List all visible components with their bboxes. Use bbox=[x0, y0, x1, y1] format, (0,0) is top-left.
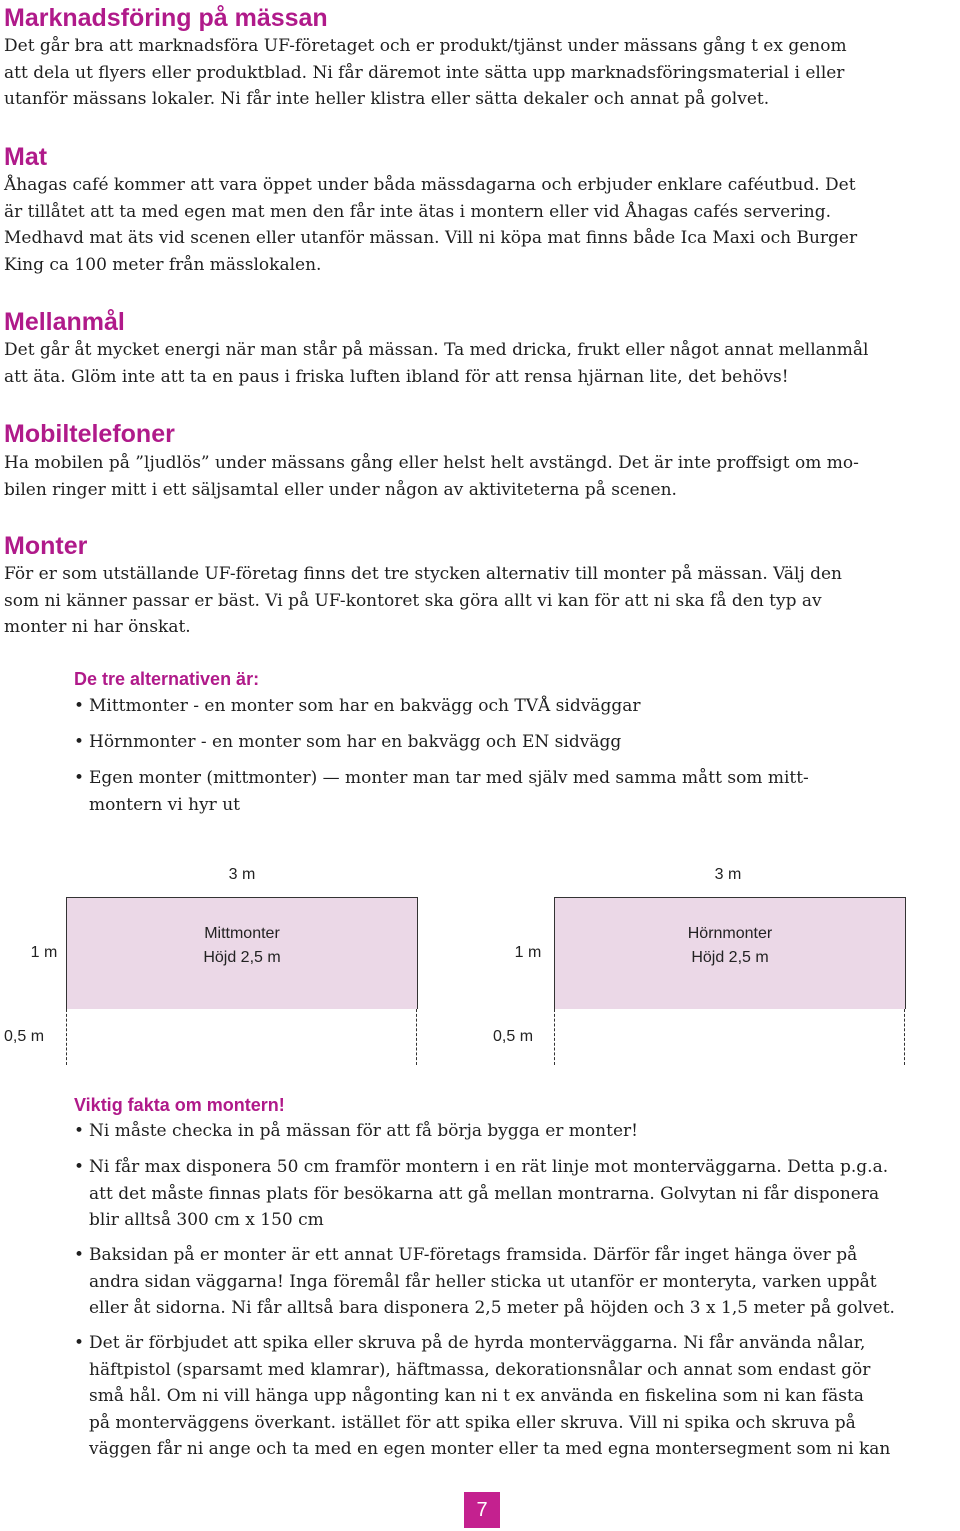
list-item-text: Det är förbjudet att spika eller skruva på de hyrda monterväggarna. Ni får använda nålar, bbox=[89, 1333, 866, 1353]
booth-hornmonter bbox=[554, 897, 906, 1009]
list-item bbox=[74, 765, 809, 818]
paragraph-mobiltelefoner bbox=[4, 450, 960, 503]
booth-left-front-right-line bbox=[416, 1009, 417, 1065]
text-line: Åhagas café kommer att vara öppet under båda mässdagarna och erbjuder enklare caféutbud. Det bbox=[4, 175, 856, 195]
text-line: som ni känner passar er bäst. Vi på UF-kontoret ska göra allt vi kan för att ni ska få den typ av bbox=[4, 590, 822, 611]
text-line: King ca 100 meter från mässlokalen. bbox=[4, 254, 322, 275]
text-line: Det går åt mycket energi när man står på mässan. Ta med dricka, frukt eller något annat mellanmål bbox=[4, 340, 869, 360]
list-item-text: att det måste finnas plats för besökarna att gå mellan montrarna. Golvytan ni får disponera bbox=[89, 1183, 880, 1204]
heading-mobiltelefoner: Mobiltelefoner bbox=[4, 420, 175, 448]
heading-marknadsforing: Marknadsföring på mässan bbox=[4, 4, 328, 32]
list-item-text: montern vi hyr ut bbox=[89, 794, 240, 815]
list-item bbox=[74, 1154, 888, 1234]
booth-left-height: Höjd 2,5 m bbox=[203, 949, 281, 966]
list-item bbox=[74, 1118, 638, 1145]
list-item-text: Hörnmonter - en monter som har en bakvägg och EN sidvägg bbox=[89, 732, 622, 752]
text-line: Det går bra att marknadsföra UF-företaget och er produkt/tjänst under mässans gång t ex genom bbox=[4, 36, 847, 56]
text-line: utanför mässans lokaler. Ni får inte heller klistra eller sätta dekaler och annat på golvet. bbox=[4, 89, 770, 109]
bullet-icon: • bbox=[74, 1333, 85, 1353]
booth-left-text bbox=[67, 922, 417, 970]
list-item-text: Ni får max disponera 50 cm framför montern i en rät linje mot monterväggarna. Detta p.g.a. bbox=[89, 1157, 889, 1177]
text-line: att äta. Glöm inte att ta en paus i friska luften ibland för att rensa hjärnan lite, det behövs! bbox=[4, 366, 789, 387]
list-item-text: små hål. Om ni vill hänga upp någonting kan ni t ex använda en fiskelina som ni kan fästa bbox=[89, 1386, 864, 1406]
list-item-text: väggen får ni ange och ta med en egen monter eller ta med egna montersegment som ni kan bbox=[89, 1439, 891, 1459]
text-line: bilen ringer mitt i ett säljsamtal eller under någon av aktiviteterna på scenen. bbox=[4, 479, 677, 500]
bullet-icon: • bbox=[74, 768, 85, 788]
booth-mittmonter bbox=[66, 897, 418, 1009]
page-number: 7 bbox=[464, 1492, 500, 1528]
paragraph-marknadsforing bbox=[4, 33, 960, 113]
booth-left-front-label: 0,5 m bbox=[4, 1028, 45, 1045]
alternatives-heading: De tre alternativen är: bbox=[74, 669, 260, 689]
list-item-text: andra sidan väggarna! Inga föremål får heller sticka ut utanför er monteryta, varken uppåt bbox=[89, 1271, 877, 1292]
bullet-icon: • bbox=[74, 696, 85, 716]
paragraph-mellanmal bbox=[4, 337, 960, 390]
booth-right-front-label: 0,5 m bbox=[493, 1028, 534, 1045]
booth-left-depth-label: 1 m bbox=[30, 944, 58, 961]
heading-mellanmal: Mellanmål bbox=[4, 308, 125, 336]
booth-right-front-right-line bbox=[904, 1009, 905, 1065]
bullet-icon: • bbox=[74, 1121, 85, 1141]
booth-right-name: Hörnmonter bbox=[687, 925, 773, 942]
list-item-text: på monterväggens överkant. istället för att spika eller skruva. Vill ni spika och skruva på bbox=[89, 1412, 856, 1433]
text-line: För er som utställande UF-företag finns det tre stycken alternativ till monter på mässan. Välj den bbox=[4, 564, 843, 584]
bullet-icon: • bbox=[74, 732, 85, 752]
bullet-icon: • bbox=[74, 1245, 85, 1265]
booth-right-front-left-line bbox=[554, 1009, 555, 1065]
list-item-text: häftpistol (sparsamt med klamrar), häftmassa, dekorationsnålar och annat som endast gör bbox=[89, 1359, 871, 1380]
bullet-icon: • bbox=[74, 1157, 85, 1177]
booth-left-name: Mittmonter bbox=[204, 925, 280, 942]
list-item bbox=[74, 1242, 895, 1322]
list-item bbox=[74, 693, 640, 720]
list-item bbox=[74, 729, 621, 756]
text-line: monter ni har önskat. bbox=[4, 617, 191, 637]
text-line: att dela ut flyers eller produktblad. Ni får däremot inte sätta upp marknadsföringsmaterial i eller bbox=[4, 62, 845, 83]
booth-right-depth-label: 1 m bbox=[514, 944, 542, 961]
facts-heading: Viktig fakta om montern! bbox=[74, 1095, 285, 1115]
list-item-text: Baksidan på er monter är ett annat UF-företags framsida. Därför får inget hänga över på bbox=[89, 1245, 858, 1265]
heading-monter: Monter bbox=[4, 532, 88, 560]
list-item-text: blir alltså 300 cm x 150 cm bbox=[89, 1210, 324, 1230]
booth-left-width-label: 3 m bbox=[228, 866, 256, 883]
list-item-text: eller åt sidorna. Ni får alltså bara disponera 2,5 meter på höjden och 3 x 1,5 meter på golvet. bbox=[89, 1298, 895, 1318]
booth-right-width-label: 3 m bbox=[714, 866, 742, 883]
heading-mat: Mat bbox=[4, 143, 48, 171]
booth-right-text bbox=[555, 922, 905, 970]
text-line: är tillåtet att ta med egen mat men den får inte ätas i montern eller vid Åhagas cafés servering. bbox=[4, 201, 832, 222]
booth-left-front-left-line bbox=[66, 1009, 67, 1065]
paragraph-monter bbox=[4, 561, 960, 641]
list-item bbox=[74, 1330, 890, 1463]
list-item-text: Mittmonter - en monter som har en bakvägg och TVÅ sidväggar bbox=[89, 696, 641, 716]
text-line: Ha mobilen på ”ljudlös” under mässans gång eller helst helt avstängd. Det är inte proffsigt om mo- bbox=[4, 453, 859, 473]
booth-right-height: Höjd 2,5 m bbox=[691, 949, 769, 966]
list-item-text: Ni måste checka in på mässan för att få börja bygga er monter! bbox=[89, 1121, 638, 1141]
paragraph-mat bbox=[4, 172, 960, 278]
list-item-text: Egen monter (mittmonter) — monter man tar med själv med samma mått som mitt- bbox=[89, 768, 809, 788]
text-line: Medhavd mat äts vid scenen eller utanför mässan. Vill ni köpa mat finns både Ica Maxi och Burger bbox=[4, 228, 858, 248]
